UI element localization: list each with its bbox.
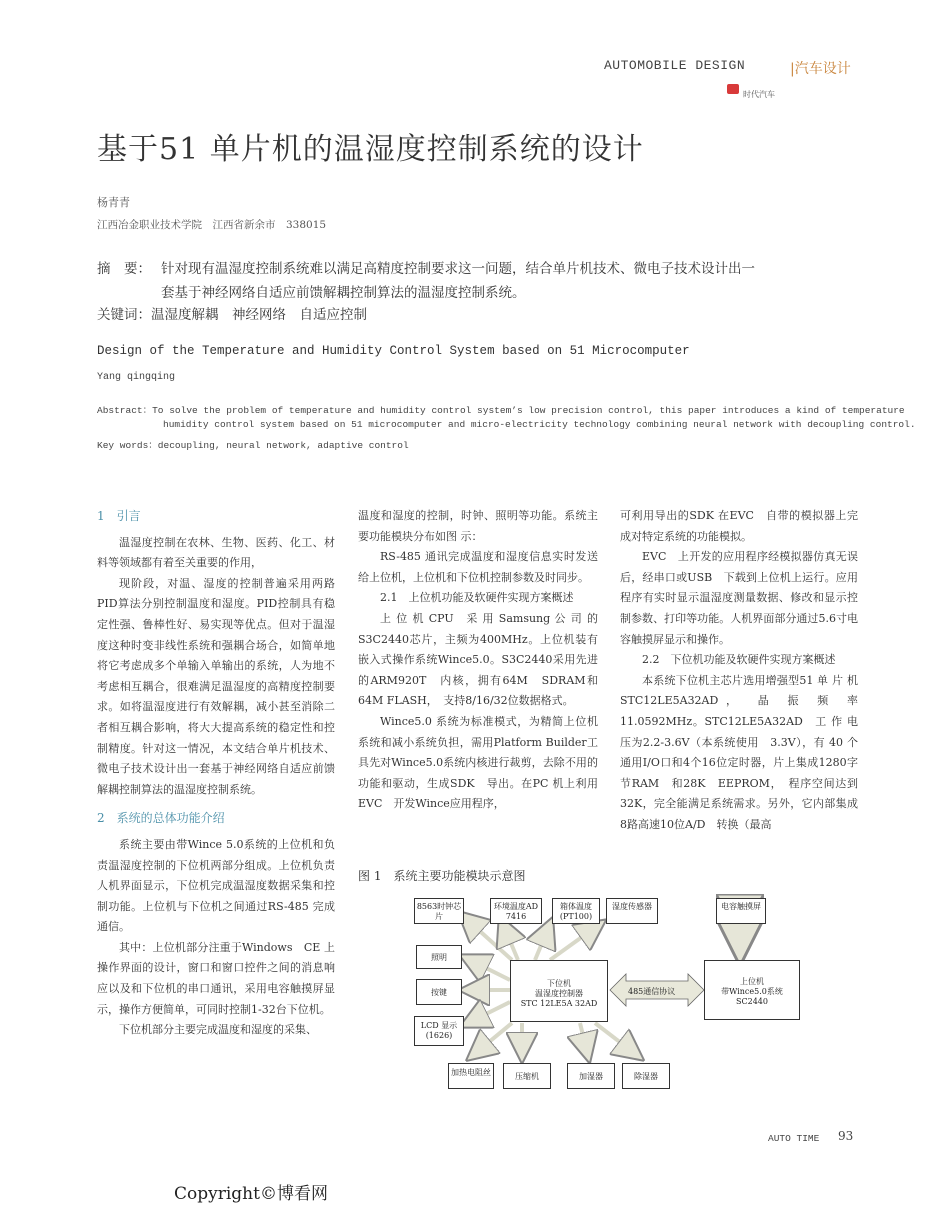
- humidifier-box: 加湿器: [567, 1063, 615, 1089]
- abstract-cn-line1: 针对现有温湿度控制系统难以满足高精度控制要求这一问题，结合单片机技术、微电子技术设计出一: [161, 261, 755, 277]
- figure-caption: 图 1 系统主要功能模块示意图: [358, 869, 526, 883]
- footer-journal: AUTO TIME: [768, 1133, 820, 1144]
- abstract-cn-line2: 套基于神经网络自适应前馈解耦控制算法的温湿度控制系统。: [161, 285, 526, 301]
- upper-computer-box: 上位机 带Wince5.0系统 SC2440: [704, 960, 800, 1020]
- lcd-box: LCD 显示(1626): [414, 1016, 464, 1046]
- paragraph: 下位机部分主要完成温度和湿度的采集、: [119, 1023, 317, 1037]
- copyright: Copyright©博看网: [174, 1184, 328, 1204]
- abstract-en-line2: humidity control system based on 51 microcomputer and micro-electricity technology combining neural network with decoupling control.: [163, 419, 916, 430]
- keywords-cn: [97, 303, 367, 323]
- compressor-box: 压缩机: [503, 1063, 551, 1089]
- keywords-cn-label: 关键词：: [97, 307, 151, 323]
- subsection-heading: 2.2 下位机功能及软硬件实现方案概述: [642, 653, 836, 667]
- humidity-sensor-box: 湿度传感器: [606, 898, 658, 924]
- body-column-1: [97, 506, 335, 1041]
- author-en: Yang qingqing: [97, 372, 176, 383]
- paragraph: 温度和湿度的控制，时钟、照明等功能。系统主要功能模块分布如图 示：: [358, 509, 598, 543]
- article-title: 基于51 单片机的温湿度控制系统的设计: [97, 132, 644, 167]
- touch-screen-box: 电容触摸屏: [716, 898, 766, 924]
- lower-computer-box: 下位机 温湿度控制器 STC 12LE5A 32AD: [510, 960, 608, 1022]
- abstract-cn-label: 摘 要：: [97, 261, 151, 277]
- magazine-name-en: AUTOMOBILE DESIGN: [604, 58, 746, 73]
- keys-box: 按键: [416, 979, 462, 1005]
- page-number: 93: [838, 1129, 854, 1143]
- protocol-label: 485通信协议: [628, 987, 676, 996]
- paragraph: 温湿度控制在农林、生物、医药、化工、材料等领域都有着至关重要的作用，: [97, 535, 335, 570]
- paragraph: Wince5.0 系统为标准模式，为精简上位机系统和减小系统负担，需用Platform Builder工具先对Wince5.0系统内核进行裁剪，去除不用的功能和驱动，生成SDK 导出。在PC 机上利用EVC 开发Wince应用程序，: [358, 714, 598, 811]
- dehumidifier-box: 除湿器: [622, 1063, 670, 1089]
- section-heading: 2 系统的总体功能介绍: [97, 811, 225, 826]
- keywords-en: Key words：decoupling, neural network, adaptive control: [97, 440, 409, 451]
- abstract-en: [97, 404, 950, 432]
- paragraph: 可利用导出的SDK 在EVC 自带的模拟器上完成对特定系统的功能模拟。: [620, 509, 858, 543]
- paragraph: RS-485 通讯完成温度和湿度信息实时发送给上位机，上位机和下位机控制参数及时同步。: [358, 550, 598, 584]
- abstract-en-label: Abstract：: [97, 405, 153, 416]
- paragraph: 上 位 机 CPU 采 用 Samsung 公 司 的S3C2440芯片，主频为400MHz。上位机装有嵌入式操作系统Wince5.0。S3C2440采用先进的ARM920T 内核，拥有64M SDRAM和64M FLASH， 支持8/16/32位数据格式。: [358, 611, 598, 708]
- subsection-heading: 2.1 上位机功能及软硬件实现方案概述: [380, 591, 574, 605]
- paragraph: EVC 上开发的应用程序经模拟器仿真无误后，经串口或USB 下载到上位机上运行。应用程序有实时显示温湿度测量数据、修改和显示控制参数、打印等功能。人机界面部分通过5.6寸电容触摸屏显示和操作。: [620, 550, 858, 646]
- body-column-3: [620, 506, 858, 836]
- body-column-2: [358, 506, 598, 815]
- lighting-box: 照明: [416, 945, 462, 969]
- paragraph: 其中：上位机部分注重于Windows CE 上操作界面的设计，窗口和窗口控件之间的消息响应以及和下位机的串口通讯，采用电容触摸屏显示，操作方便简单，可同时控制1-32台下位机。: [97, 940, 335, 1016]
- clock-chip-box: 8563时钟芯片: [414, 898, 464, 924]
- abstract-en-line1: To solve the problem of temperature and humidity control system’s low precision control, this paper introduces a kind of temperature: [152, 405, 905, 416]
- affiliation: 江西冶金职业技术学院 江西省新余市 338015: [97, 219, 327, 231]
- author: 杨青青: [97, 196, 130, 209]
- paragraph: 系统主要由带Wince 5.0系统的上位机和负责温湿度控制的下位机两部分组成。上位机负责人机界面显示，下位机完成温湿度数据采集和控制功能。上位机与下位机之间通过RS-485 完成通信。: [97, 837, 335, 934]
- box-temp-box: 箱体温度(PT100): [552, 898, 600, 924]
- section-heading: 1 引言: [97, 509, 141, 523]
- abstract-cn: [97, 257, 837, 305]
- article-title-en: Design of the Temperature and Humidity Control System based on 51 Microcomputer: [97, 344, 690, 358]
- publication-logo-icon: [727, 84, 739, 94]
- keywords-cn-text: 温湿度解耦 神经网络 自适应控制: [151, 307, 367, 323]
- publication-name: 时代汽车: [743, 90, 775, 99]
- paragraph: 本系统下位机主芯片选用增强型51 单 片 机 STC12LE5A32AD， 晶 振 频 率11.0592MHz。STC12LE5A32AD 工 作 电 压为2.2-3.6V（本系统使用 3.3V），有 40 个通用I/O口和4个16位定时器，片上集成1280字节RAM 和28K EEPROM， 程序空间达到32K，完全能满足系统需求。另外，它内部集成8路高速10位A/D 转换（最高: [620, 673, 858, 831]
- paragraph: 现阶段，对温、湿度的控制普遍采用两路PID算法分别控制温度和湿度。PID控制具有稳定性强、鲁棒性好、易实现等优点。但对于温湿度这种时变非线性系统和强耦合场合，如简单地将它考虑成多个单输入单输出的系统，人为地不考虑相互耦合，很难满足温湿度的高精度控制要求。如将温湿度进行有效解耦，减小甚至消除二者相互耦合影响，将大大提高系统的稳定性和控制精度。针对这一情况，本文结合单片机技术、微电子技术设计出一套基于神经网络自适应前馈解耦控制算法的温湿度控制系统。: [97, 576, 335, 796]
- heater-box: 加热电阻丝: [448, 1063, 494, 1089]
- env-temp-box: 环境温度AD 7416: [490, 898, 542, 924]
- magazine-name-cn: |汽车设计: [790, 61, 851, 77]
